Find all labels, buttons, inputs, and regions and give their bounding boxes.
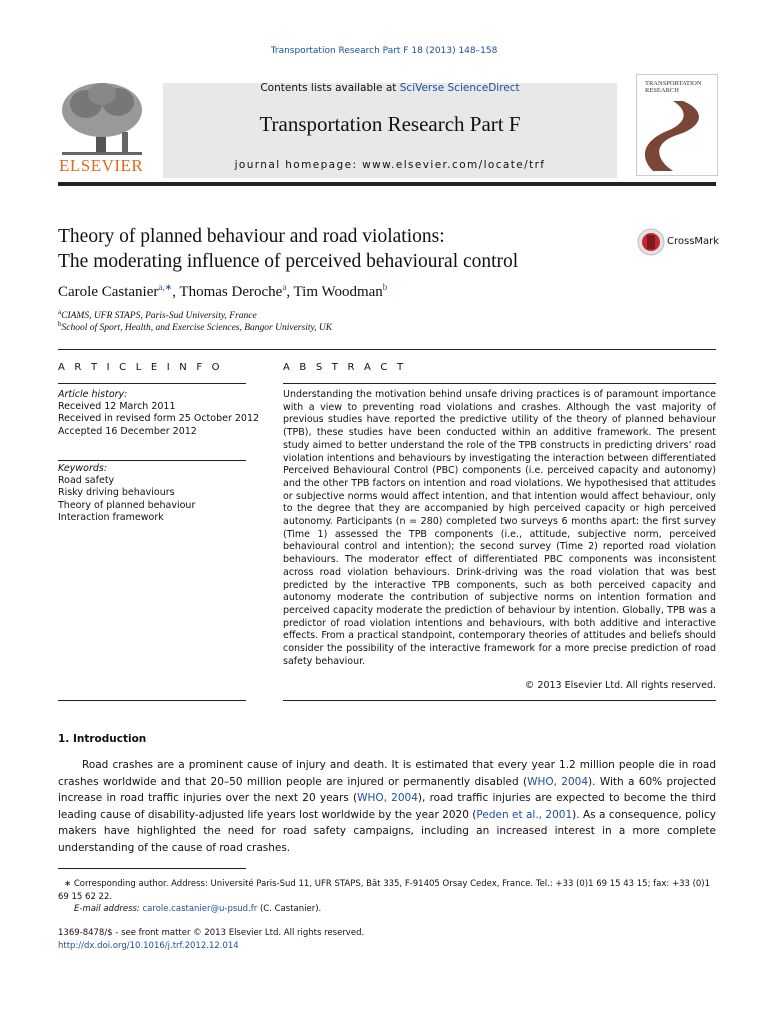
abstract-text: Understanding the motivation behind unsafe driving practices is of paramount importance with a view to preventing road violations and crashes. Although the vast majority of previous studies have reported the predictive utility of the theory of planned behaviour (TPB), these studies have been conducted within an additive framework. The present study aimed to better understand the role of the TPB constructs in predicting drivers’ road violation intentions and behaviours by investigating the interaction between differentiated Perceived Behavioural Control (PBC) components (i.e. perceived capacity and autonomy) and the other TPB factors on intention and road violations. We hypothesised that attitudes or subjective norms would affect intention, and that intention would affect behaviour, only to the degree that they are accompanied by high perceived capacity or high perceived autonomy. Participants (n = 280) completed two surveys 6 months apart: the first survey (Time 1) assessed the TPB components (i.e., attitude, subjective norm, perceived behavioural control and intention); the second survey (Time 2) reported road violation behaviours. The moderator effect of differentiated PBC components was inconsistent across road violation behaviours. Drink-driving was the road violation that was best predicted by the interactive TPB components, such as both perceived capacity and autonomy moderate the contribution of subjective norms on intention formation and perceived capacity moderate the prediction of behaviour by intention. Globally, TPB was a predictor of road violation intentions and behaviours, with both additive and interactive effects. From a practical standpoint, contemporary theories of attitudes and beliefs should consider the possibility of the interactive framework for a more precise prediction of road safety behaviour. [283, 389, 716, 667]
email-label: E-mail address: [74, 904, 140, 914]
author-affiliation-mark[interactable]: a,∗ [158, 282, 173, 292]
crossmark-label[interactable]: CrossMark [667, 236, 720, 247]
contents-prefix: Contents lists available at [260, 82, 400, 94]
author-affiliation-mark[interactable]: b [382, 282, 388, 292]
journal-title: Transportation Research Part F [259, 112, 521, 136]
affiliation-b [58, 320, 332, 333]
author-separator: , [172, 284, 180, 300]
doi-link[interactable] [58, 940, 239, 953]
keyword-item: Road safety [58, 475, 115, 487]
history-revised: Received in revised form 25 October 2012 [58, 413, 260, 425]
paper-title-line2: The moderating influence of perceived behavioural control [58, 251, 519, 272]
affiliation-mark: a [58, 308, 62, 316]
cover-road-image [643, 101, 711, 171]
contents-availability [163, 82, 617, 94]
reference-link[interactable]: WHO, 2004 [357, 792, 418, 805]
elsevier-wordmark: ELSEVIER [59, 156, 144, 175]
header-rule [58, 182, 716, 186]
corresponding-author-note [58, 878, 716, 904]
author-separator: , [286, 284, 294, 300]
history-received: Received 12 March 2011 [58, 401, 176, 413]
paper-title-line1: Theory of planned behaviour and road violations: [58, 226, 445, 247]
abstract-heading: A B S T R A C T [283, 362, 407, 373]
affiliation-mark: b [58, 320, 62, 328]
intro-text: Road crashes are a prominent cause of injury and death. It is estimated that every year 1.2 million people die in road crashes worldwide and that 20–50 million people are injured or permanently disabled ( [58, 759, 716, 788]
author-name: Carole Castanier [58, 284, 159, 300]
intro-text: ). With a 60% projected increase in road traffic injuries over the next 20 years ( [58, 775, 717, 805]
email-link[interactable]: carole.castanier@u-psud.fr [142, 904, 258, 914]
email-line [74, 903, 321, 916]
affiliation-text: School of Sport, Health, and Exercise Sciences, Bangor University, UK [61, 323, 333, 334]
author-name: Thomas Deroche [179, 284, 283, 300]
affiliation-text: CIAMS, UFR STAPS, Paris-Sud University, France [61, 311, 257, 322]
keywords-rule [58, 460, 246, 461]
section-rule [58, 349, 716, 350]
cover-title: TRANSPORTATION RESEARCH [645, 80, 702, 94]
keywords-label: Keywords: [58, 463, 108, 474]
keyword-item: Risky driving behaviours [58, 487, 175, 499]
intro-text: ), road traffic injuries are expected to become the third leading cause of disability-adjusted life years lost worldwide by the year 2020 ( [58, 792, 716, 821]
history-accepted: Accepted 16 December 2012 [58, 425, 197, 437]
paper-title [58, 224, 518, 274]
article-info-heading: A R T I C L E I N F O [58, 362, 223, 373]
author-name: Tim Woodman [293, 284, 383, 300]
front-matter: 1369-8478/$ - see front matter © 2013 Elsevier Ltd. All rights reserved. [58, 928, 365, 938]
email-suffix: (C. Castanier). [257, 904, 322, 914]
sciencedirect-link[interactable]: SciVerse ScienceDirect [399, 82, 520, 94]
journal-citation[interactable] [0, 46, 768, 56]
abstract-copyright: © 2013 Elsevier Ltd. All rights reserved. [524, 680, 716, 691]
crossmark-icon[interactable] [637, 228, 665, 256]
intro-text: ). As a consequence, policy makers have highlighted the need for road safety campaigns, including an increased interest in a more complete understanding of the cause of road crashes. [58, 808, 716, 854]
elsevier-tree-logo [56, 80, 148, 156]
abstract-bottom-rule [283, 700, 716, 701]
reference-link[interactable]: WHO, 2004 [527, 775, 589, 788]
introduction-paragraph [58, 757, 716, 857]
doi-text[interactable]: http://dx.doi.org/10.1016/j.trf.2012.12.014 [58, 941, 239, 951]
abstract-rule [283, 383, 716, 384]
author-list [58, 282, 387, 301]
reference-link[interactable]: Peden et al., 2001 [476, 808, 573, 821]
citation-link[interactable]: Transportation Research Part F 18 (2013) 148–158 [270, 46, 498, 56]
journal-homepage[interactable]: journal homepage: www.elsevier.com/locate/trf [234, 159, 546, 171]
author-affiliation-mark[interactable]: a [282, 282, 287, 292]
keywords [58, 463, 195, 524]
section-heading-introduction: 1. Introduction [58, 733, 147, 745]
history-label: Article history: [58, 389, 128, 400]
article-info-rule [58, 383, 246, 384]
footnote-rule [58, 868, 246, 869]
journal-cover [636, 74, 718, 176]
corresponding-author-text: Corresponding author. Address: Université Paris-Sud 11, UFR STAPS, Bât 335, F-91405 Orsay Cedex, France. Tel.: +33 (0)1 69 15 43 15; fax: +33 (0)1 69 15 62 22. [58, 879, 711, 902]
article-history [58, 389, 259, 438]
keyword-item: Theory of planned behaviour [58, 499, 196, 511]
footnote-star: ∗ [64, 879, 72, 889]
article-info-bottom-rule [58, 700, 246, 701]
keyword-item: Interaction framework [58, 511, 164, 523]
